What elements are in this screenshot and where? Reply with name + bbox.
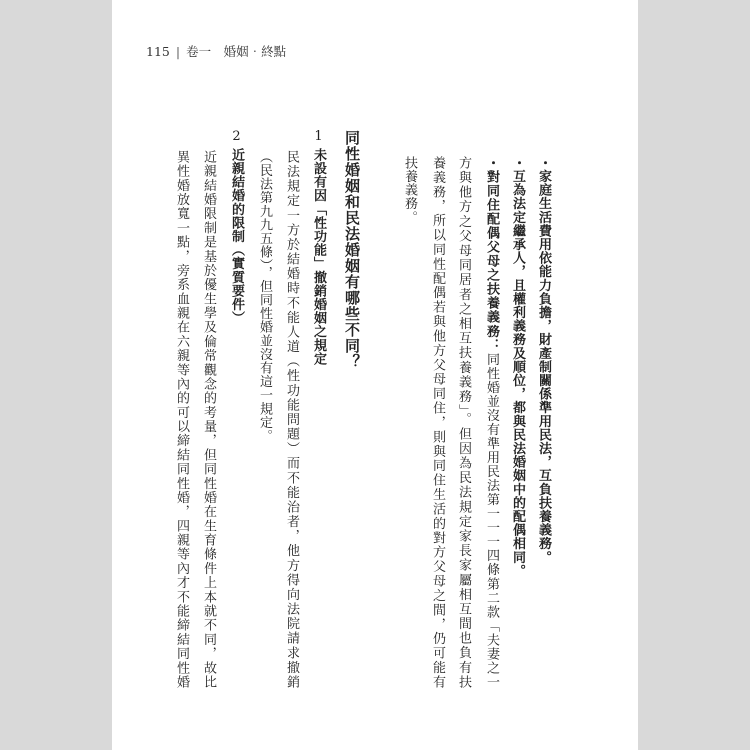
bullet-item-support-duty [483, 156, 499, 688]
bullet-text: 同性婚並沒有準用民法第一一一四條第二款「夫妻之一 [484, 352, 499, 689]
paragraph-line: 民法規定一方於結婚時不能人道（性功能問題）而不能治者，他方得向法院請求撤銷 [284, 150, 299, 688]
bullet-item-inheritance [509, 156, 525, 578]
item-title-row [310, 130, 326, 366]
bullet-text: ・家庭生活費用依能力負擔，財產制關係準用民法，互負扶養義務。 [536, 156, 551, 564]
paragraph-line: 方與他方之父母同居者之相互扶養義務」。但因為民法規定家長家屬相互間也負有扶 [456, 156, 471, 688]
book-page [112, 0, 638, 750]
bullet-text: ・互為法定繼承人，且權利義務及順位，都與民法婚姻中的配偶相同。 [510, 156, 525, 578]
bullet-lead: ・對同住配偶父母之扶養義務： [484, 156, 499, 353]
section-heading: 同性婚姻和民法婚姻有哪些不同？ [343, 130, 361, 370]
header-separator: | [175, 44, 181, 59]
paragraph-line: 異性婚放寬一點，旁系血親在六親等內的可以締結同性婚，四親等內才不能締結同性婚 [174, 150, 189, 688]
item-number: 1 [314, 130, 323, 143]
bullet-item-living-expenses [535, 156, 551, 564]
chapter-title: 卷一 婚姻‧終點 [186, 44, 287, 59]
paragraph-line: 扶養義務。 [402, 156, 417, 224]
page-header [146, 44, 286, 60]
item-title: 近親結婚的限制（實質要件） [229, 148, 244, 325]
item-number: 2 [232, 130, 241, 143]
item-title-row [228, 130, 244, 325]
page-number: 115 [146, 44, 170, 59]
paragraph-line: 近親結婚限制是基於優生學及倫常觀念的考量，但同性婚在生育條件上本就不同，故比 [201, 150, 216, 688]
paragraph-line: （民法第九九五條），但同性婚並沒有這一規定。 [257, 150, 272, 443]
paragraph-line: 養義務，所以同性配偶若與他方父母同住，則與同住生活的對方父母之間，仍可能有 [430, 156, 445, 688]
item-title: 未設有因「性功能」撤銷婚姻之規定 [311, 148, 326, 366]
